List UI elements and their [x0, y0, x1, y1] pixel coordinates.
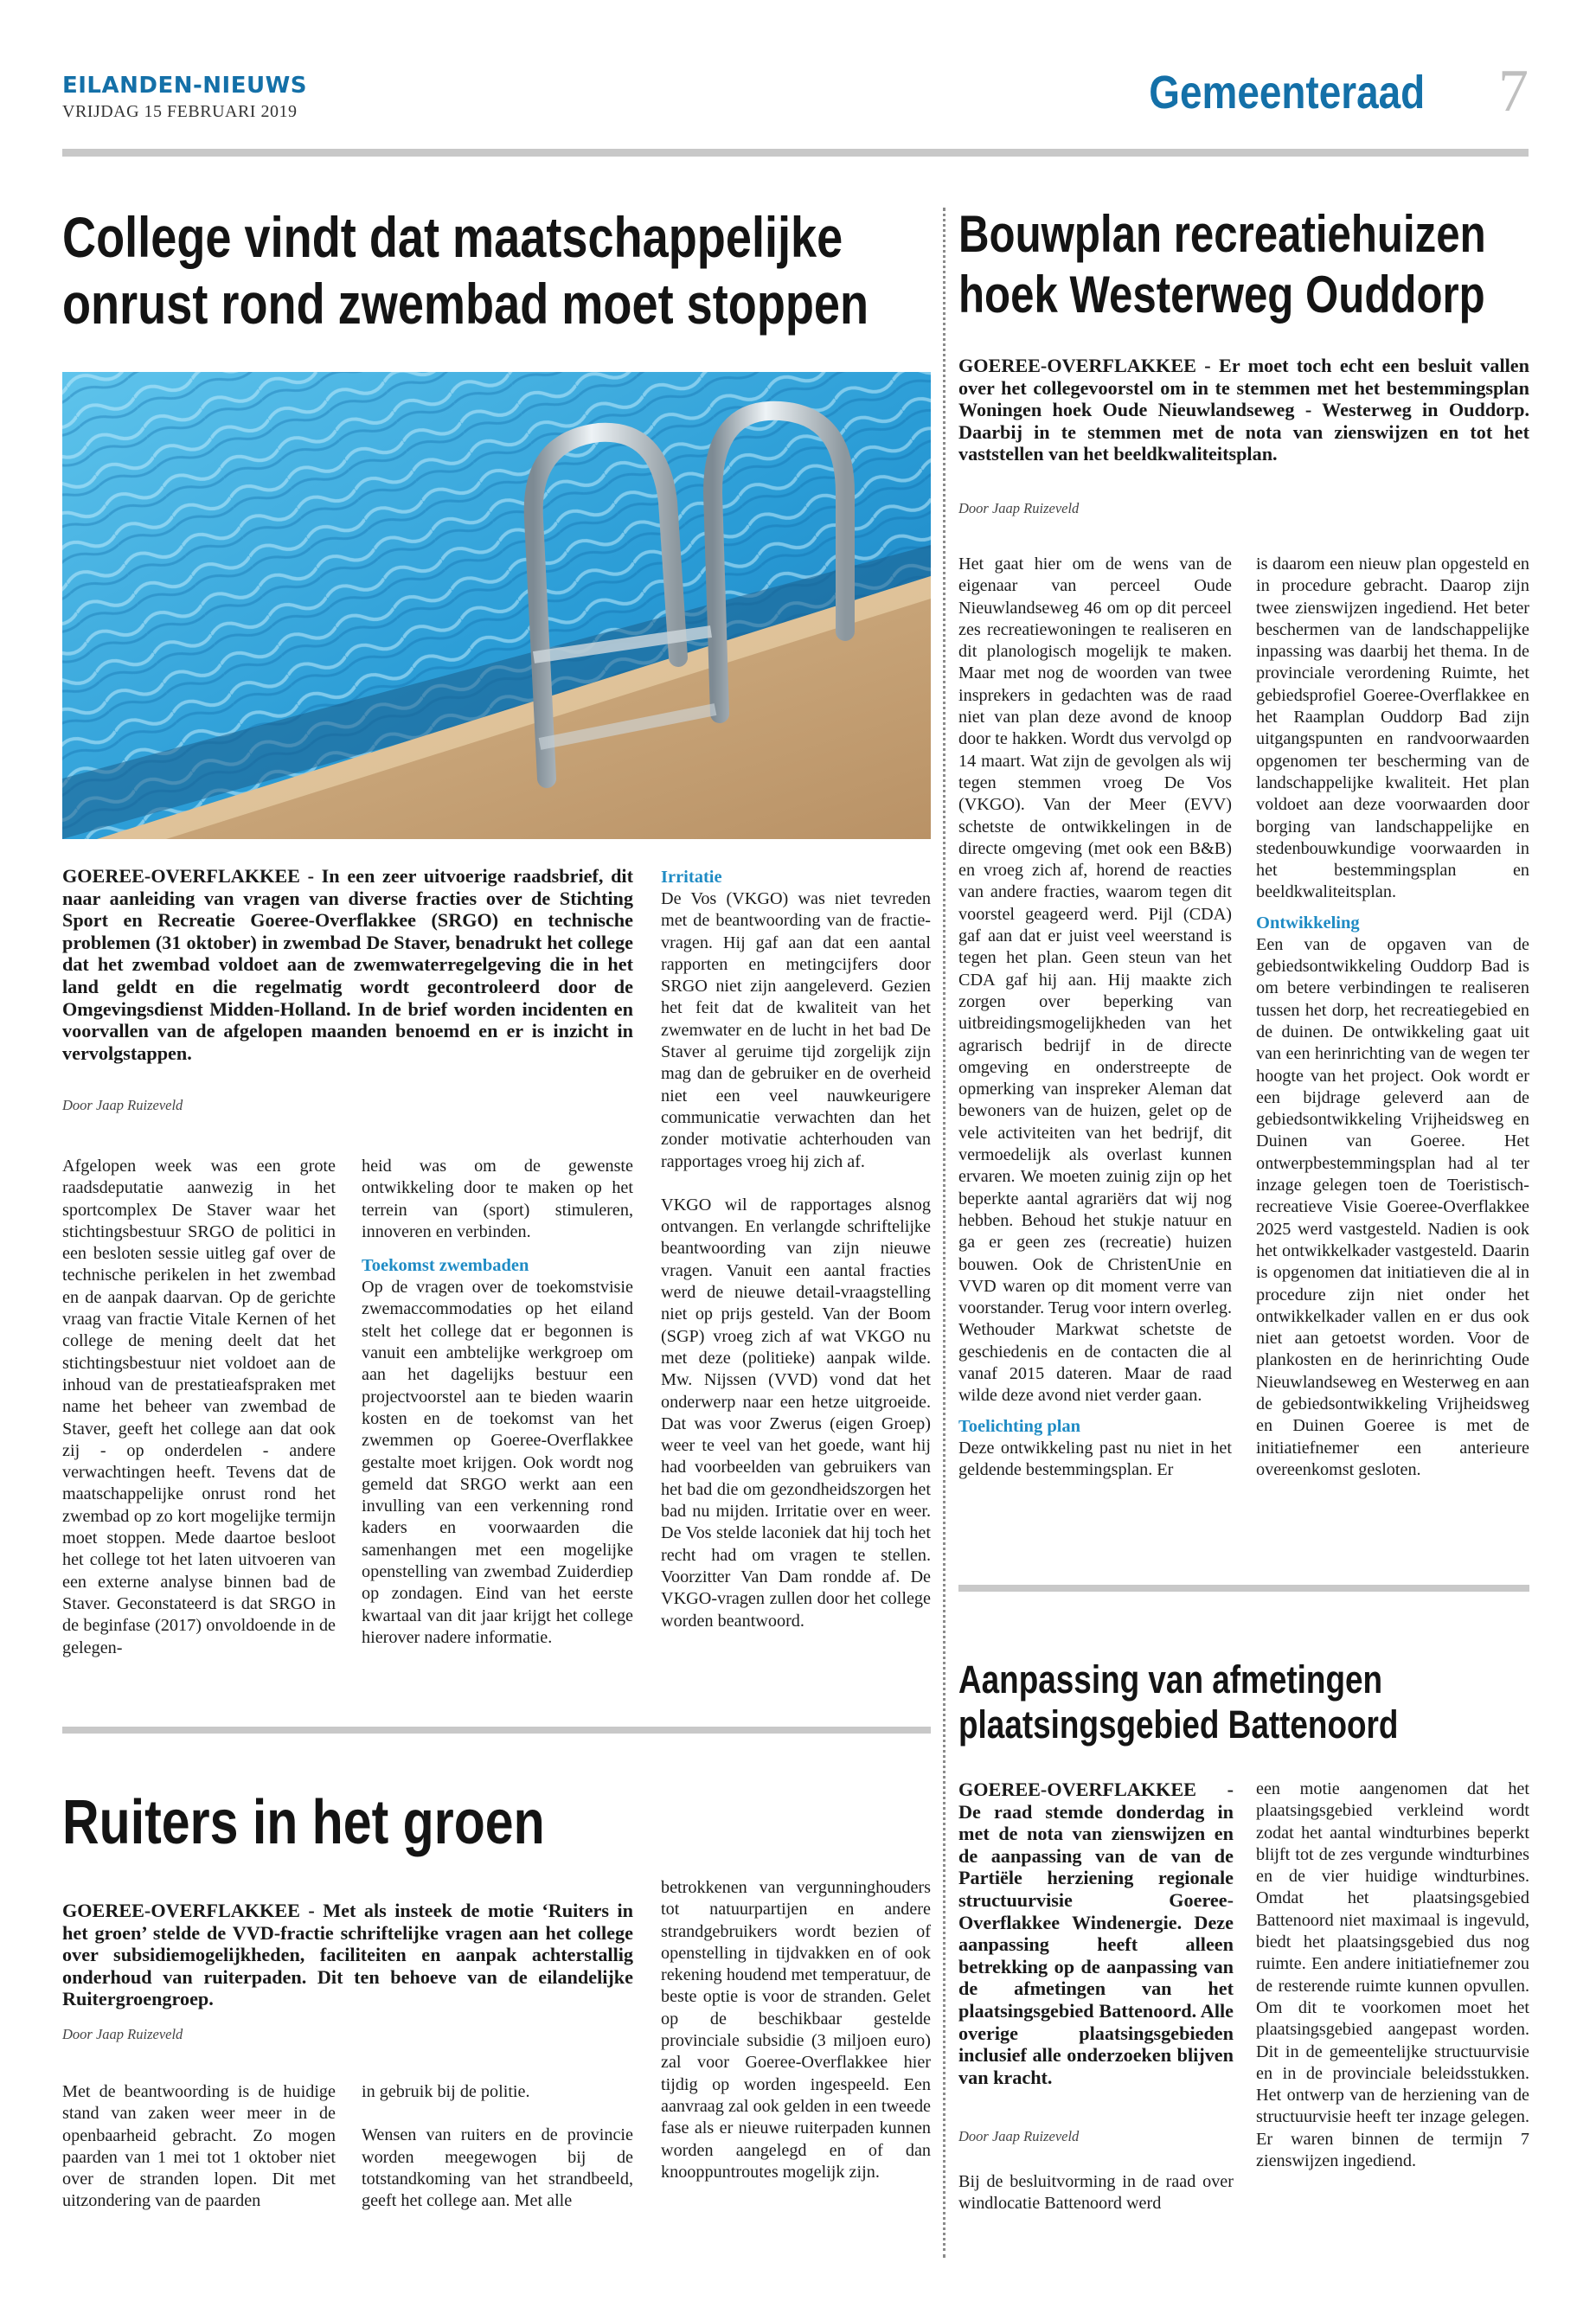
subhead-irritatie: Irritatie [661, 868, 722, 887]
headline-bouwplan-line2: hoek Westerweg Ouddorp [958, 265, 1485, 324]
zwembad-column-1 [62, 1156, 336, 1659]
pool-ladder-photo [62, 372, 931, 839]
headline-battenoord-line1: Aanpassing van afmetingen [958, 1657, 1383, 1702]
zwembad-col3-text1: De Vos (VKGO) was niet tevreden met de beantwoording van de fractie-vragen. Hij gaf aan dat een aantal rapporten en metingcijfers door SRGO niet zijn aangeleverd. Gezien het feit dat de kwaliteit van het zwemwater en de lucht in het bad De Staver al geruime tijd zorgelijk zijn mag dan de gebruiker en de overheid niet een veel nauwkeurigere communicatie verwachten dan het zonder motivatie achterhouden van rapportages vroeg hij zich af. [661, 889, 931, 1171]
headline-ruiters: Ruiters in het groen [62, 1788, 545, 1857]
lead-ruiters: GOEREE-OVERFLAKKEE - Met als insteek de motie ‘Ruiters in het groen’ stelde de VVD-fractie schriftelijke vragen aan het college over subsidiemogelijkheden, faciliteiten en aanpak achterstallig onderhoud van ruiterpaden. Dit ten behoeve van de eilandelijke Ruitergroengroep. [62, 1900, 633, 2010]
ruiters-col2-text2: Wensen van ruiters en de provincie worden meegewogen bij de totstandkoming van het strandbeeld, geeft het college aan. Met alle [362, 2125, 633, 2211]
zwembad-column-2 [362, 1156, 633, 1649]
bouwplan-column-2 [1256, 554, 1529, 1481]
zwembad-col1-text: Afgelopen week was een grote raadsdeputatie aanwezig in het sportcomplex De Staver waar het stichtingsbestuur SRGO de politici in een besloten sessie uitleg gaf over de technische perikelen in het zwembad en de aanpak daarvan. Op de gerichte vraag van fractie Vitale Kernen of het college de mening deelt dat het stichtingsbestuur niet voldoet aan de inhoud van de prestatieafspraken met name het beheer van zwembad de Staver, geeft het college aan dat ook zij - op onderdelen - andere verwachtingen heeft. Tevens dat de maatschappelijke onrust rond het zwembad op zo kort mogelijke termijn moet stoppen. Mede daartoe besloot het college tot het laten uitvoeren van een externe analyse binnen bad de Staver. Geconstateerd is dat SRGO in de beginfase (2017) onvoldoende in de gelegen- [62, 1157, 336, 1657]
subhead-ontwikkeling: Ontwikkeling [1256, 913, 1360, 933]
headline-bouwplan [958, 204, 1486, 324]
byline-zwembad: Door Jaap Ruizeveld [62, 1097, 183, 1113]
byline-ruiters: Door Jaap Ruizeveld [62, 2026, 183, 2042]
header-rule [62, 149, 1529, 157]
issue-date: VRIJDAG 15 FEBRUARI 2019 [62, 102, 298, 121]
zwembad-column-3 [661, 863, 931, 1632]
zwembad-col2-text1: heid was om de gewenste ontwikkeling door te maken op het terrein van (sport) stimuleren, innoveren en verbinden. [362, 1157, 633, 1241]
left-divider-rule [62, 1727, 931, 1734]
lead-battenoord: GOEREE-OVERFLAKKEE - De raad stemde donderdag in met de nota van zienswijzen en de aanpassing van de van de Partiële herziening regionale structuurvisie Goeree-Overflakkee Windenergie. Deze aanpassing heeft alleen betrekking op de aanpassing van de afmetingen van het plaatsingsgebied Battenoord. Alle overige plaatsingsgebieden inclusief alle onderzoeken blijven van kracht. [958, 1779, 1234, 2088]
bouwplan-col2-text2: Een van de opgaven van de gebiedsontwikkeling Ouddorp Bad is om betere verbindingen te realiseren tussen het dorp, het recreatiegebied en de duinen. De ontwikkeling gaat uit van een herinrichting van de wegen ter hoogte van het project. Ook wordt er een bijdrage geleverd aan de gebiedsontwikkeling Vrijheidsweg en Duinen van Goeree. Het ontwerpbestemmingsplan had al ter inzage gelegen toen de Toeristisch- recreatieve Visie Goeree-Overflakkee 2025 werd vastgesteld. Nadien is ook het ontwikkelkader vastgesteld. Daarin is opgenomen dat initiatieven die al in procedure zijn niet onder het ontwikkelkader vallen en er dus ook niet aan getoetst worden. Voor de plankosten en de herinrichting Oude Nieuwlandseweg en Westerweg en aan de gebiedsontwikkeling Vrijheidsweg en Duinen Goeree is met de initiatiefnemer een anterieure overeenkomst gesloten. [1256, 934, 1529, 1479]
page-number: 7 [1498, 58, 1529, 125]
byline-battenoord: Door Jaap Ruizeveld [958, 2128, 1080, 2144]
byline-bouwplan: Door Jaap Ruizeveld [958, 500, 1080, 516]
battenoord-col1-text: Bij de besluitvorming in de raad over windlocatie Battenoord werd [958, 2172, 1234, 2214]
headline-zwembad-line1: College vindt dat maatschappelijke [62, 205, 843, 269]
ruiters-column-1 [62, 2081, 336, 2213]
lead-zwembad: GOEREE-OVERFLAKKEE - In een zeer uitvoerige raadsbrief, dit naar aanleiding van vragen van diverse fracties over de Stichting Sport en Recreatie Goeree-Overflakkee (SRGO) en technische problemen (31 oktober) in zwembad De Staver, benadrukt het college dat het zwembad voldoet aan de zwemwaterregelgeving die in het land geldt en die regelmatig wordt gecontroleerd door de Omgevingsdienst Midden-Holland. In de brief worden incidenten en voorvallen van de afgelopen maanden benoemd en er is inzicht in vervolgstappen. [62, 865, 633, 1064]
ruiters-col3-text: betrokkenen van vergunninghouders tot natuurpartijen en andere strandgebruikers wordt bezien of openstelling in tijdvakken en of ook rekening houdend met temperatuur, de beste optie is voor de stranden. Gelet op de beschikbaar gestelde provinciale subsidie (3 miljoen euro) zal voor Goeree-Overflakkee hier tijdig op worden ingespeeld. Een aanvraag zal ook gelden in een tweede fase als er nieuwe ruiterpaden kunnen worden aangelegd en of dan knooppuntroutes mogelijk zijn. [661, 1878, 931, 2182]
subhead-toekomst-zwembaden: Toekomst zwembaden [362, 1256, 529, 1276]
bouwplan-col1-text1: Het gaat hier om de wens van de eigenaar van perceel Oude Nieuwlandseweg 46 om op dit perceel zes recreatiewoningen te realiseren en dit planologisch mogelijk te maken. Maar met nog de woorden van twee insprekers in gedachten was de raad niet van plan deze avond de knoop door te hakken. Wordt dus vervolgd op 14 maart. Wat zijn de gevolgen als wij tegen stemmen vroeg De Vos (VKGO). Van der Meer (EVV) schetste de ontwikkelingen in de directe omgeving (met ook een B&B) en vroeg zich af, horend de reacties van andere fracties, waarom tegen dit voorstel geageerd werd. Pijl (CDA) gaf aan dat er juist veel weerstand is tegen het plan. Geen steun van het CDA gaf hij aan. Hij maakte zich zorgen over beperking van uitbreidingsmogelijkheden van het agrarisch bedrijf in de directe omgeving en onderstreepte de opmerking van inspreker Aleman dat bewoners van de huizen, gelet op de vele activiteiten van het bedrijf, dit vermoedelijk als overlast kunnen ervaren. We moeten zuinig zijn op het beperkte aantal agrariërs dat wij nog hebben. Behoud het stukje natuur en ga er geen zes (recreatie) huizen bouwen. Ook de ChristenUnie en VVD waren op dit moment verre van voorstander. Terug voor intern overleg. Wethouder Markwat schetste de geschiedenis en de contacten die al vanaf 2015 dateren. Maar de raad wilde deze avond niet verder gaan. [958, 554, 1232, 1406]
bouwplan-column-1 [958, 554, 1232, 1481]
headline-battenoord [958, 1657, 1398, 1747]
bouwplan-col1-text2: Deze ontwikkeling past nu niet in het geldende bestemmingsplan. Er [958, 1438, 1232, 1479]
battenoord-column-2 [1256, 1779, 1529, 2172]
headline-battenoord-line2: plaatsingsgebied Battenoord [958, 1702, 1399, 1747]
subhead-toelichting-plan: Toelichting plan [958, 1416, 1081, 1436]
zwembad-col3-text2: VKGO wil de rapportages alsnog ontvangen. En verlangde schriftelijke beantwoording van zijn nieuwe vragen. Vanuit een aantal fracties werd de nieuwe detail-vraagstelling niet op prijs gesteld. Van der Boom (SGP) vroeg zich af wat VKGO nu met deze (politieke) aanpak wilde. Mw. Nijssen (VVD) vond dat het onderwerp naar een hetze uitgroeide. Dat was voor Zwerus (eigen Groep) weer te veel van het goede, want hij had voorbeelden van gebruikers van het bad die om gezondheidszorgen het bad nu mijden. Irritatie over en weer. De Vos stelde laconiek dat hij toch het recht had om vragen te stellen. Voorzitter Van Dam rondde af. De VKGO-vragen zullen door het college worden beantwoord. [661, 1195, 931, 1631]
battenoord-col2-text: een motie aangenomen dat het plaatsingsgebied verkleind wordt zodat het aantal windturbines beperkt blijft tot de zes vergunde windturbines en de vier huidige windturbines. Omdat het plaatsingsgebied Battenoord niet maximaal is ingevuld, biedt het plaatsingsgebied dus nog ruimte. Een andere initiatiefnemer zou de resterende ruimte kunnen opvullen. Om dit te voorkomen moet het plaatsingsgebied aangepast worden. Dit in de gemeentelijke structuurvisie en in de provinciale beleidsstukken. Het ontwerp van de herziening van de structuurvisie heeft ter inzage gelegen. Er waren binnen de termijn 7 zienswijzen ingediend. [1256, 1779, 1529, 2171]
lead-bouwplan: GOEREE-OVERFLAKKEE - Er moet toch echt een besluit vallen over het collegevoorstel om in te stemmen met het bestemmingsplan Woningen hoek Oude Nieuwlandseweg - Westerweg in Ouddorp. Daarbij in te stemmen met de nota van zienswijzen en tot het vaststellen van het beeldkwaliteitsplan. [958, 355, 1529, 465]
headline-zwembad [62, 204, 869, 336]
right-divider-rule [958, 1585, 1529, 1592]
bouwplan-col2-text1: is daarom een nieuw plan opgesteld en in procedure gebracht. Daarop zijn twee zienswijzen ingediend. Het beter beschermen van de landschappelijke inpassing was daarbij het thema. In de provinciale verordening Ruimte, het gebiedsprofiel Goeree-Overflakkee en het Raamplan Ouddorp Bad zijn uitgangspunten en randvoorwaarden opgenomen ter bescherming van de landschappelijke kwaliteit. Het plan voldoet aan deze voorwaarden door borging van landschappelijke en stedenbouwkundige voorwaarden in het bestemmingsplan en beeldkwaliteitsplan. [1256, 554, 1529, 902]
section-title: Gemeenteraad [1149, 67, 1425, 119]
ruiters-column-2 [362, 2081, 633, 2212]
masthead-logo: EILANDEN-NIEUWS [62, 73, 307, 99]
ruiters-col1-text: Met de beantwoording is de huidige stand van zaken weer meer in de openbaarheid gebracht. Zo mogen paarden van 1 mei tot 1 oktober niet over de stranden lopen. Dit met uitzondering van de paarden [62, 2082, 336, 2211]
zwembad-col2-text2: Op de vragen over de toekomstvisie zwemaccommodaties op het eiland stelt het college dat er begonnen is vanuit een ambtelijke werkgroep om aan het dagelijks bestuur een projectvoorstel aan te bieden waarin kosten en de toekomst van het zwemmen op Goeree-Overflakkee gestalte moet krijgen. Ook wordt nog gemeld dat SRGO werkt aan een invulling van een verkenning rond kaders en voorwaarden die samenhangen met een mogelijke openstelling van zwembad Zuiderdiep op zondagen. Eind van het eerste kwartaal van dit jaar krijgt het college hierover nadere informatie. [362, 1278, 633, 1647]
headline-bouwplan-line1: Bouwplan recreatiehuizen [958, 205, 1486, 263]
column-separator [943, 208, 945, 2258]
battenoord-column-1 [958, 2171, 1234, 2215]
pool-photo-illustration [62, 372, 931, 839]
ruiters-column-3 [661, 1877, 931, 2183]
headline-zwembad-line2: onrust rond zwembad moet stoppen [62, 271, 869, 336]
ruiters-col2-text1: in gebruik bij de politie. [362, 2082, 530, 2101]
